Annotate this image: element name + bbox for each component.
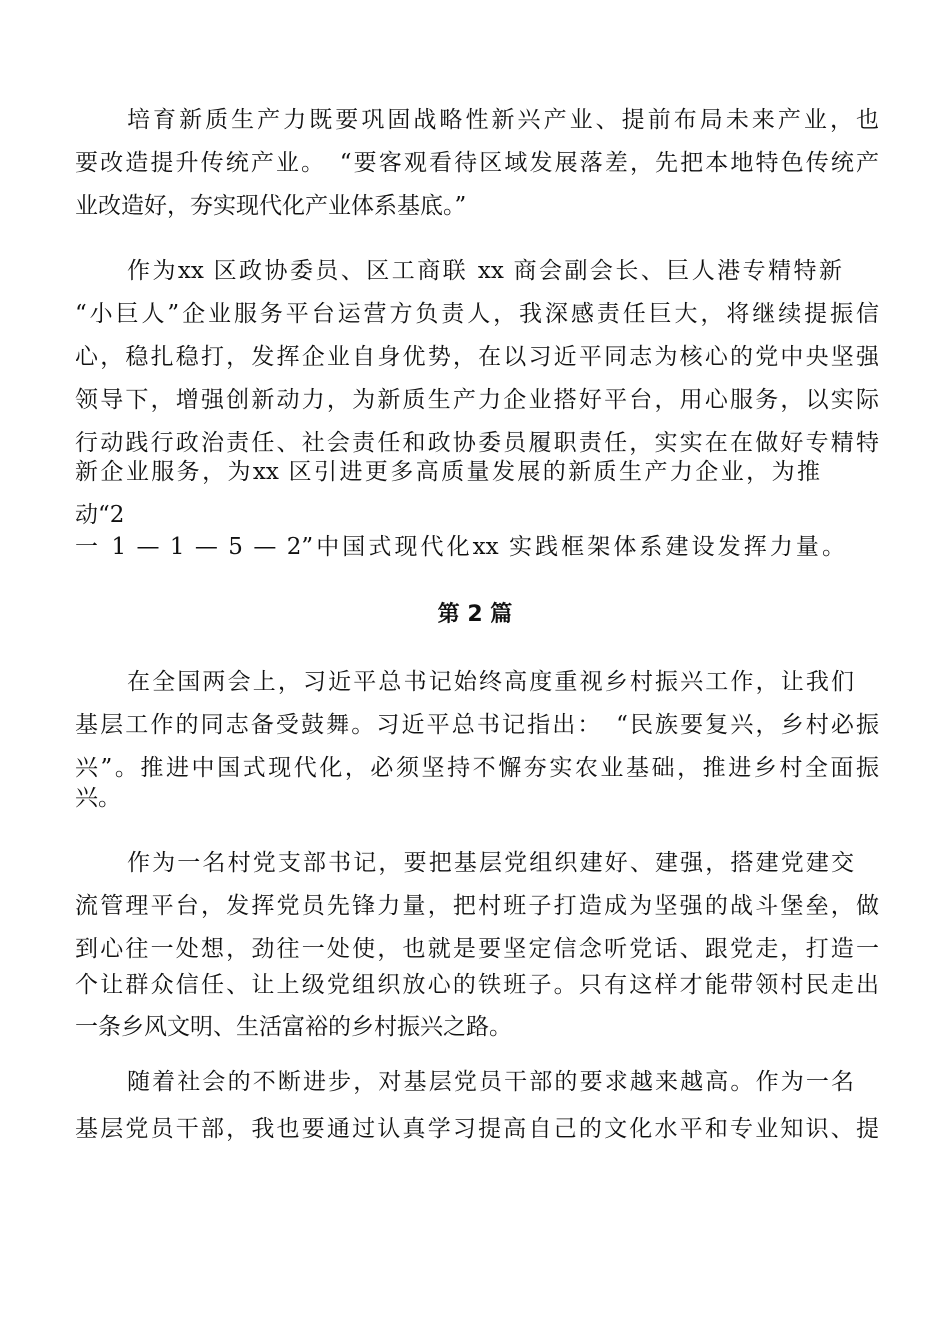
paragraph-4-line-1: 作为一名村党支部书记，要把基层党组织建好、建强，搭建党建交 (127, 850, 854, 876)
paragraph-2-line-2: “小巨人”企业服务平台运营方负责人，我深感责任巨大，将继续提振信 (75, 301, 879, 327)
paragraph-1-line-3: 业改造好，夯实现代化产业体系基底。” (75, 193, 467, 219)
paragraph-3-line-3: 兴”。推进中国式现代化，必须坚持不懈夯实农业基础，推进乡村全面振 (75, 755, 879, 781)
paragraph-1-line-2: 要改造提升传统产业。 “要客观看待区域发展落差，先把本地特色传统产 (75, 150, 879, 176)
paragraph-2-line-4: 领导下，增强创新动力，为新质生产力企业搭好平台，用心服务，以实际 (75, 387, 879, 413)
paragraph-5-line-1: 随着社会的不断进步，对基层党员干部的要求越来越高。作为一名 (127, 1069, 854, 1095)
paragraph-2-line-1: 作为xx 区政协委员、区工商联 xx 商会副会长、巨人港专精特新 (127, 258, 842, 284)
paragraph-2-line-5: 行动践行政治责任、社会责任和政协委员履职责任，实实在在做好专精特 (75, 430, 879, 456)
paragraph-2-line-8: 一 1 — 1 — 5 — 2”中国式现代化xx 实践框架体系建设发挥力量。 (75, 534, 845, 560)
paragraph-2-line-7: 动“2 (75, 502, 125, 528)
paragraph-4-line-4: 个让群众信任、让上级党组织放心的铁班子。只有这样才能带领村民走出 (75, 972, 879, 998)
paragraph-1-line-1: 培育新质生产力既要巩固战略性新兴产业、提前布局未来产业，也 (127, 107, 879, 133)
paragraph-3-line-4: 兴。 (75, 785, 121, 811)
paragraph-3-line-1: 在全国两会上，习近平总书记始终高度重视乡村振兴工作，让我们 (127, 669, 854, 695)
section-heading: 第 2 篇 (437, 602, 513, 627)
paragraph-2-line-6: 新企业服务，为xx 区引进更多高质量发展的新质生产力企业，为推 (75, 459, 820, 485)
paragraph-4-line-5: 一条乡风文明、生活富裕的乡村振兴之路。 (75, 1014, 512, 1040)
paragraph-4-line-3: 到心往一处想，劲往一处使，也就是要坚定信念听党话、跟党走，打造一 (75, 936, 879, 962)
paragraph-2-line-3: 心，稳扎稳打，发挥企业自身优势，在以习近平同志为核心的党中央坚强 (75, 344, 879, 370)
paragraph-5-line-2: 基层党员干部，我也要通过认真学习提高自己的文化水平和专业知识、提 (75, 1116, 879, 1142)
paragraph-4-line-2: 流管理平台，发挥党员先锋力量，把村班子打造成为坚强的战斗堡垒，做 (75, 893, 879, 919)
paragraph-3-line-2: 基层工作的同志备受鼓舞。习近平总书记指出： “民族要复兴，乡村必振 (75, 712, 879, 738)
